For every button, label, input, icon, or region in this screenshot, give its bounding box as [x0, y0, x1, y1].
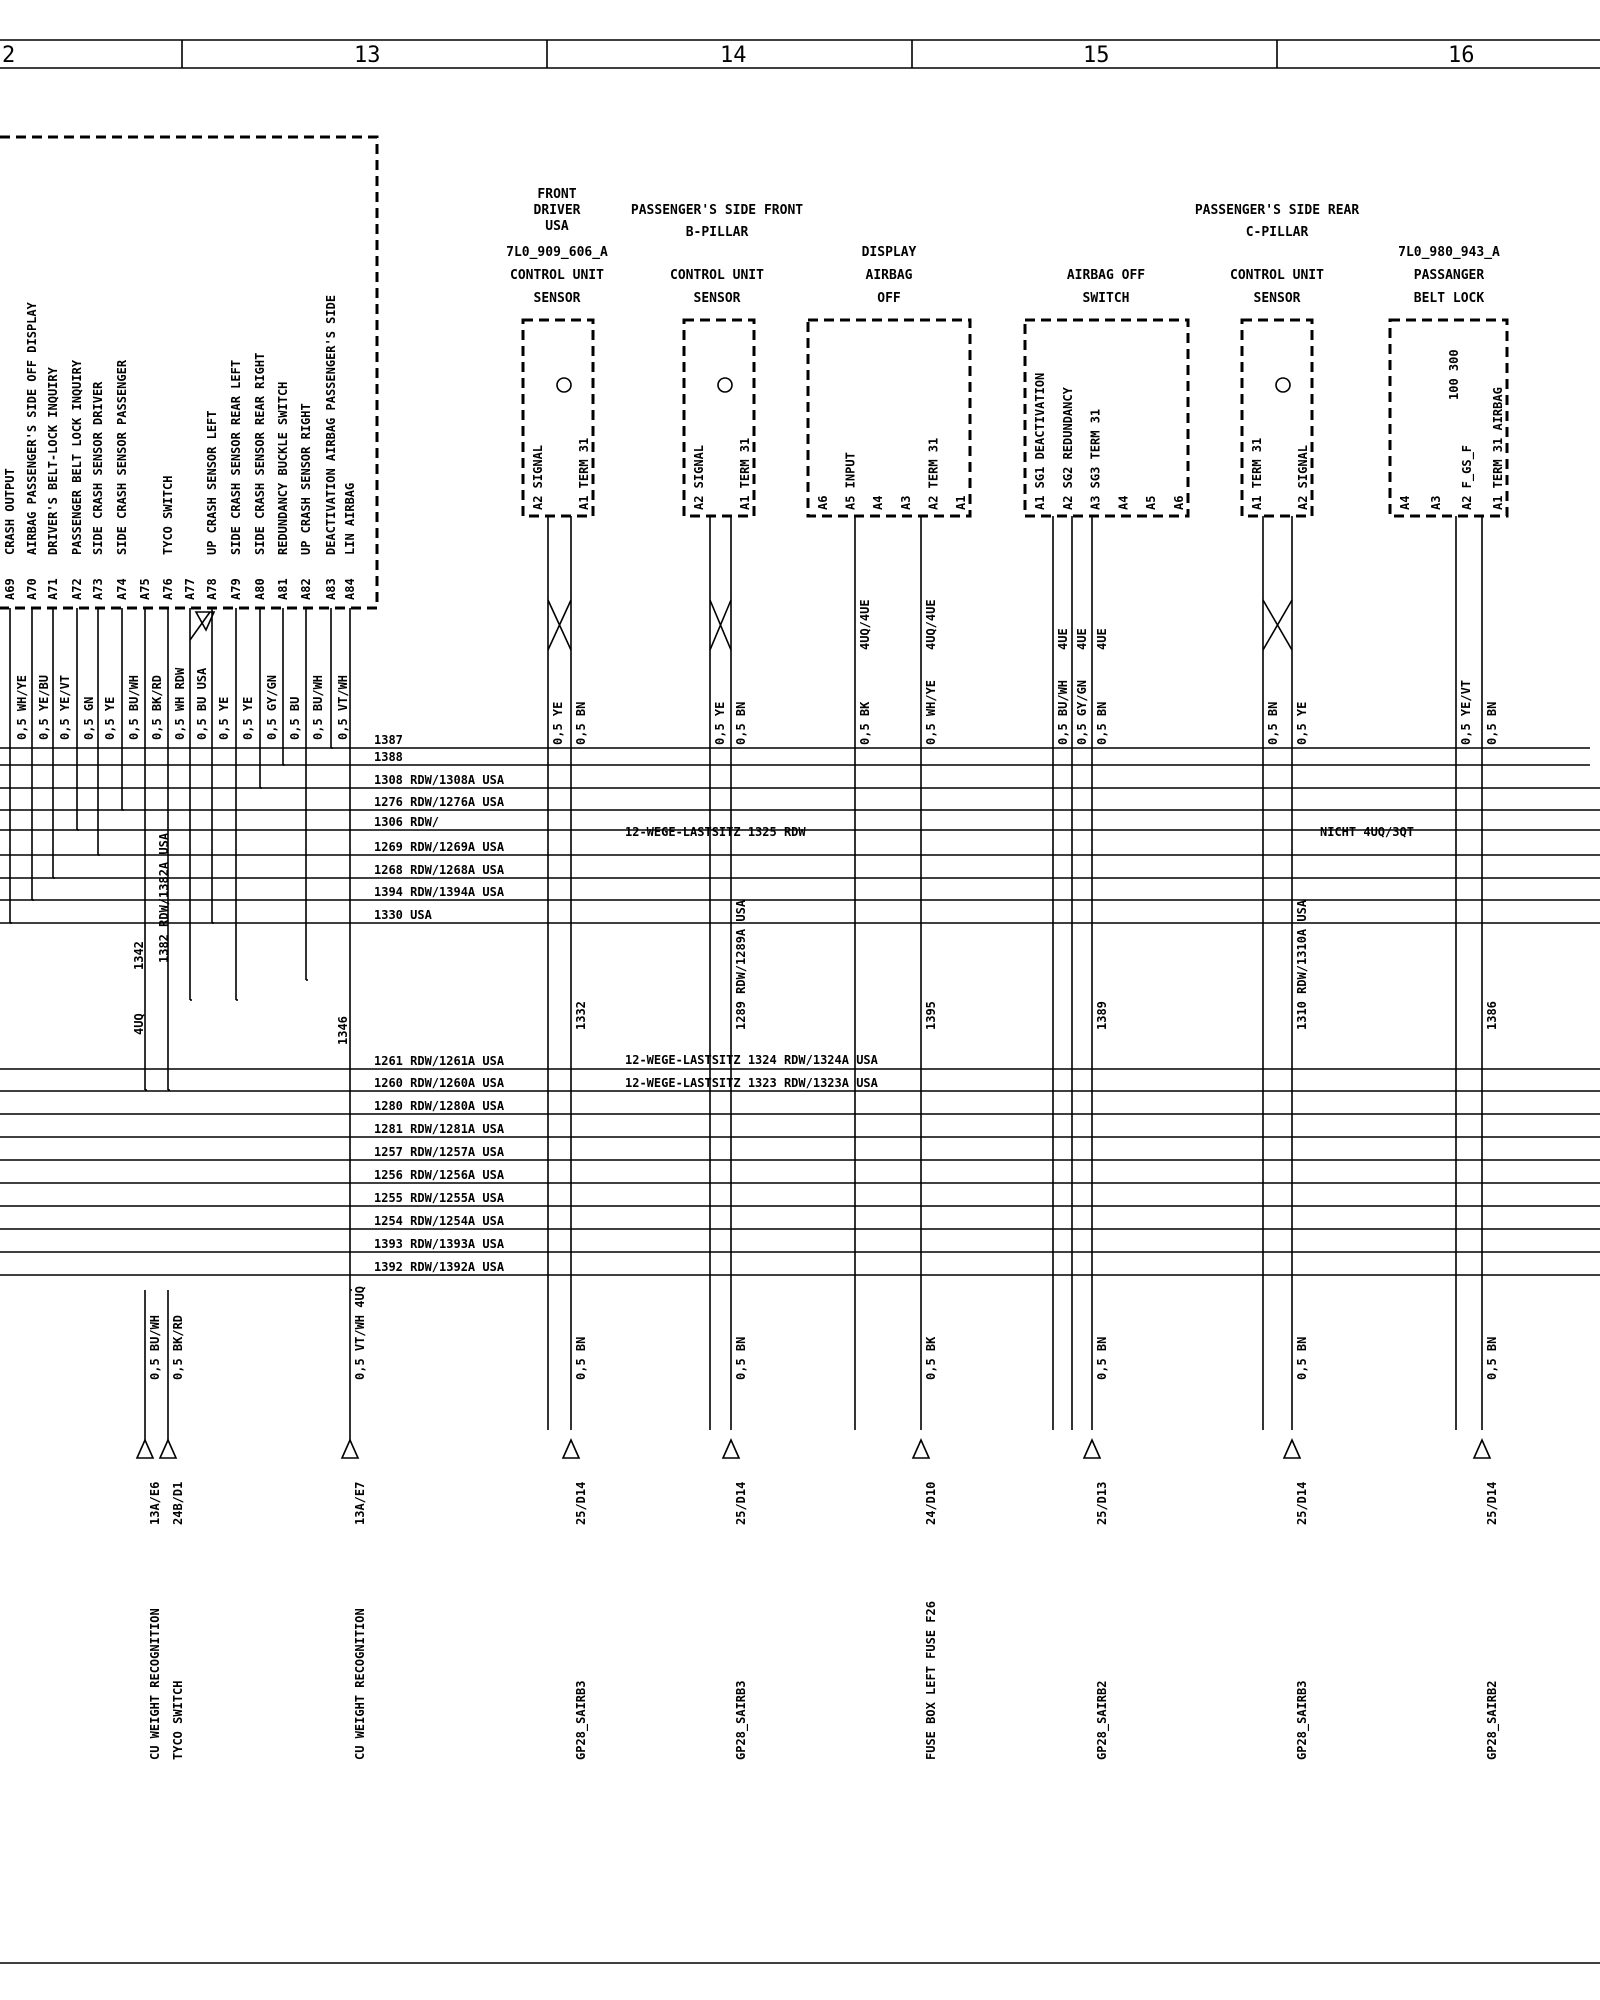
component-pin: A5 — [1144, 495, 1159, 510]
cu-pin-id: A74 — [115, 578, 129, 600]
bus-label: 1330 USA — [374, 908, 432, 922]
wire-label: 0,5 YE — [1295, 701, 1309, 745]
ground-arrow-icon — [1284, 1440, 1300, 1458]
wire-1346: 1346 — [336, 1016, 350, 1045]
cu-pin-label: DEACTIVATION AIRBAG PASSENGER'S SIDE — [324, 294, 338, 555]
component-pin: A3 — [1429, 495, 1443, 510]
wire-label: 0,5 BN — [1266, 701, 1280, 745]
wire-number: 1289 RDW/1289A USA — [734, 899, 748, 1030]
component-pin: A2 SIGNAL — [1296, 444, 1310, 510]
cu-pin-label: UP CRASH SENSOR RIGHT — [299, 403, 313, 555]
ground-arrow-icon — [1084, 1440, 1100, 1458]
component-title: DRIVER — [533, 203, 581, 218]
cu-pin-label: PASSENGER BELT LOCK INQUIRY — [70, 359, 84, 555]
ground-destination: FUSE BOX LEFT FUSE F26 — [924, 1601, 938, 1760]
bus-label: 1269 RDW/1269A USA — [374, 840, 505, 854]
ground-destination: GP28_SAIRB3 — [1295, 1680, 1309, 1760]
cu-pin-id: A81 — [276, 578, 290, 600]
component-title: PASSENGER'S SIDE FRONT — [630, 203, 804, 218]
column-number: 2 — [2, 43, 16, 68]
bus-label: 1261 RDW/1261A USA — [374, 1054, 505, 1068]
cu-wire-label: 0,5 YE — [103, 696, 117, 740]
terminal-destination: CU WEIGHT RECOGNITION — [353, 1608, 367, 1760]
component-pin: A2 F_GS_F — [1460, 444, 1474, 510]
ground-wire-label: 0,5 BN — [1095, 1336, 1109, 1380]
component-inner: 100 300 — [1447, 349, 1461, 400]
component-pin: A5 INPUT — [843, 452, 858, 510]
sensor-icon — [1276, 378, 1290, 392]
component-title: SWITCH — [1082, 291, 1130, 306]
cu-pin-id: A80 — [253, 578, 267, 600]
cu-wire-label: 0,5 VT/WH — [336, 674, 350, 740]
wire-number: 1332 — [574, 1001, 588, 1030]
wire-tag: 4UQ/4UE — [858, 599, 872, 650]
component-2 — [631, 203, 803, 1760]
ground-destination: GP28_SAIRB3 — [574, 1680, 588, 1760]
left-terminal — [137, 1290, 162, 1760]
cu-wire-label: 0,5 YE — [241, 696, 255, 740]
cu-pin-id: A76 — [161, 578, 175, 600]
component-title: B-PILLAR — [685, 225, 749, 240]
ground-wire-label: 0,5 BK — [924, 1336, 938, 1380]
component-pin: A2 SIGNAL — [692, 444, 706, 510]
component-title: SENSOR — [1253, 291, 1301, 306]
wire-tag: 4UE — [1075, 628, 1089, 650]
bus-label: 1260 RDW/1260A USA — [374, 1076, 505, 1090]
ground-destination: GP28_SAIRB2 — [1485, 1680, 1499, 1760]
wire-4uq: 4UQ — [132, 1013, 146, 1035]
component-pin: A1 TERM 31 — [577, 437, 591, 510]
wire-label: 0,5 YE — [713, 701, 727, 745]
cu-pin-id: A71 — [46, 578, 60, 600]
wire-label: 0,5 BU/WH — [1056, 679, 1070, 745]
component-pin: A4 — [1116, 495, 1131, 510]
wire-label: 0,5 YE — [551, 701, 565, 745]
component-pin: A3 SG3 TERM 31 — [1088, 408, 1103, 510]
ground-ref: 24/D10 — [924, 1481, 938, 1525]
component-title: USA — [545, 219, 569, 234]
wire-number: 1310 RDW/1310A USA — [1295, 899, 1309, 1030]
component-pin: A4 — [1398, 495, 1412, 510]
cu-wire-label: 0,5 GY/GN — [265, 674, 279, 740]
component-box — [808, 320, 970, 516]
bus-label: 1268 RDW/1268A USA — [374, 863, 505, 877]
bus-label: 1256 RDW/1256A USA — [374, 1168, 505, 1182]
component-pin: A6 — [1172, 495, 1186, 510]
wire-label: 0,5 BN — [1095, 701, 1109, 745]
annotation-1324: 12-WEGE-LASTSITZ 1324 RDW/1324A USA — [625, 1053, 878, 1067]
wire-tag: 4UQ/4UE — [924, 599, 938, 650]
component-title: 7L0_909_606_A — [506, 245, 608, 260]
cu-wire-label: 0,5 BK/RD — [150, 674, 164, 740]
ground-arrow-icon — [342, 1440, 358, 1458]
ground-arrow-icon — [563, 1440, 579, 1458]
component-pin: A2 SG2 REDUNDANCY — [1060, 387, 1075, 510]
annotations — [132, 825, 1414, 1090]
wire-number: 1386 — [1485, 1001, 1499, 1030]
ground-ref: 25/D13 — [1095, 1481, 1109, 1525]
wire-label: 0,5 BN — [734, 701, 748, 745]
sensor-icon — [718, 378, 732, 392]
terminal-destination: TYCO SWITCH — [171, 1680, 185, 1760]
cu-pin-label: UP CRASH SENSOR LEFT — [205, 410, 219, 555]
cu-pin-label: LIN AIRBAG — [343, 482, 357, 555]
ground-ref: 25/D14 — [574, 1481, 588, 1525]
cu-wire-label: 0,5 WH RDW — [173, 667, 187, 740]
cu-wire-label: 0,5 YE/VT — [58, 674, 72, 740]
component-pin: A1 — [954, 495, 968, 510]
column-header — [0, 40, 1600, 68]
ground-destination: GP28_SAIRB2 — [1095, 1680, 1109, 1760]
ground-wire-label: 0,5 BN — [734, 1336, 748, 1380]
ground-arrow-icon — [723, 1440, 739, 1458]
ground-wire-label: 0,5 BN — [1485, 1336, 1499, 1380]
cu-pin-id: A82 — [299, 578, 313, 600]
bus-label: 1387 — [374, 733, 403, 747]
cu-pin-id: A73 — [91, 578, 105, 600]
component-title: CONTROL UNIT — [670, 268, 764, 283]
component-title: AIRBAG OFF — [1066, 268, 1146, 283]
component-5 — [1195, 203, 1360, 1760]
sensor-icon — [557, 378, 571, 392]
terminal-destination: CU WEIGHT RECOGNITION — [148, 1608, 162, 1760]
component-pin: A1 TERM 31 — [1250, 437, 1264, 510]
cu-wire-label: 0,5 BU/WH — [311, 674, 325, 740]
bus-label: 1388 — [374, 750, 403, 764]
component-title: PASSENGER'S SIDE REAR — [1194, 203, 1360, 218]
column-number: 14 — [720, 43, 747, 68]
component-4 — [1025, 268, 1188, 1760]
component-pin: A6 — [816, 495, 830, 510]
bus-label: 1306 RDW/ — [374, 815, 440, 829]
cu-pin-id: A77 — [183, 578, 197, 600]
cu-pin-label: REDUNDANCY BUCKLE SWITCH — [276, 381, 290, 555]
cu-wire-label: 0,5 BU/WH — [127, 674, 141, 740]
bus-label: 1276 RDW/1276A USA — [374, 795, 505, 809]
wire-tag: 4UE — [1056, 628, 1070, 650]
cu-pin-label: CRASH OUTPUT — [3, 468, 17, 555]
ground-destination: GP28_SAIRB3 — [734, 1680, 748, 1760]
component-title: PASSANGER — [1413, 268, 1485, 283]
component-pin: A2 SIGNAL — [531, 444, 545, 510]
component-pin: A1 TERM 31 — [738, 437, 752, 510]
cu-pin-id: A79 — [229, 578, 243, 600]
component-title: CONTROL UNIT — [510, 268, 604, 283]
annotation-1323: 12-WEGE-LASTSITZ 1323 RDW/1323A USA — [625, 1076, 878, 1090]
ground-arrow-icon — [1474, 1440, 1490, 1458]
component-pin: A1 TERM 31 AIRBAG — [1491, 387, 1505, 510]
bus-label: 1393 RDW/1393A USA — [374, 1237, 505, 1251]
ground-ref: 25/D14 — [1295, 1481, 1309, 1525]
ground-wire-label: 0,5 BN — [1295, 1336, 1309, 1380]
wire-number: 1395 — [924, 1001, 938, 1030]
component-3 — [808, 245, 970, 1760]
cu-pin-id: A75 — [138, 578, 152, 600]
wire-number: 1389 — [1095, 1001, 1109, 1030]
component-title: CONTROL UNIT — [1230, 268, 1324, 283]
component-title: DISPLAY — [861, 245, 917, 260]
bus-label: 1254 RDW/1254A USA — [374, 1214, 505, 1228]
component-pin: A1 SG1 DEACTIVATION — [1033, 372, 1047, 510]
left-terminal — [342, 1286, 367, 1760]
component-pin: A3 — [898, 495, 913, 510]
bus-label: 1392 RDW/1392A USA — [374, 1260, 505, 1274]
cu-pin-id: A72 — [70, 578, 84, 600]
bus-label: 1394 RDW/1394A USA — [374, 885, 505, 899]
annotation-nicht: NICHT 4UQ/3QT — [1320, 825, 1414, 839]
component-title: BELT LOCK — [1413, 291, 1485, 306]
cu-pin-label: SIDE CRASH SENSOR REAR RIGHT — [253, 352, 267, 555]
bus-label: 1255 RDW/1255A USA — [374, 1191, 505, 1205]
component-box — [1390, 320, 1507, 516]
terminal-ref: 13A/E7 — [353, 1481, 367, 1525]
cu-pin-id: A69 — [3, 578, 17, 600]
cu-pin-label: AIRBAG PASSENGER'S SIDE OFF DISPLAY — [25, 302, 39, 555]
cu-pin-label: SIDE CRASH SENSOR PASSENGER — [115, 359, 129, 555]
component-pin: A4 — [871, 495, 886, 510]
component-title: AIRBAG — [865, 268, 913, 283]
wire-label: 0,5 BN — [574, 701, 588, 745]
cu-wire-label: 0,5 BU — [288, 696, 302, 740]
component-title: OFF — [877, 291, 901, 306]
airbag-control-unit — [0, 137, 377, 1290]
cu-wire-label: 0,5 GN — [82, 696, 96, 740]
terminal-ref: 24B/D1 — [171, 1481, 185, 1525]
component-1 — [506, 187, 608, 1760]
cu-pin-id: A83 — [324, 578, 338, 600]
wire-label: 0,5 GY/GN — [1075, 679, 1089, 745]
component-title: SENSOR — [693, 291, 741, 306]
column-number: 13 — [354, 43, 381, 68]
ground-arrow-icon — [913, 1440, 929, 1458]
terminal-ref: 13A/E6 — [148, 1481, 162, 1525]
cu-pin-id: A78 — [205, 578, 219, 600]
cu-pin-label: SIDE CRASH SENSOR DRIVER — [91, 381, 105, 555]
component-pin: A2 TERM 31 — [926, 437, 941, 510]
cu-pin-id: A84 — [343, 578, 357, 600]
wire-label: 0,5 YE/VT — [1459, 679, 1473, 745]
cu-pin-label: TYCO SWITCH — [161, 475, 175, 555]
cu-pin-label: SIDE CRASH SENSOR REAR LEFT — [229, 359, 243, 555]
cu-pin-id: A70 — [25, 578, 39, 600]
cu-wire-label: 0,5 BU USA — [195, 667, 209, 740]
wire-1382: 1382 RDW/1382A USA — [157, 832, 171, 963]
bus-label: 1308 RDW/1308A USA — [374, 773, 505, 787]
ground-ref: 25/D14 — [734, 1481, 748, 1525]
ground-ref: 25/D14 — [1485, 1481, 1499, 1525]
left-terminal — [160, 1290, 185, 1760]
component-6 — [1390, 245, 1507, 1760]
wire-label: 0,5 BN — [1485, 701, 1499, 745]
column-number: 15 — [1083, 43, 1110, 68]
component-title: SENSOR — [533, 291, 581, 306]
component-title: 7L0_980_943_A — [1398, 245, 1500, 260]
cu-wire-label: 0,5 YE/BU — [37, 674, 51, 740]
wire-tag: 4UE — [1095, 628, 1109, 650]
arrow-down-icon — [160, 1440, 176, 1458]
wire-label: 0,5 BK — [858, 701, 872, 745]
component-box — [1025, 320, 1188, 516]
wire-label: 0,5 WH/YE — [924, 679, 938, 745]
component-title: FRONT — [537, 187, 577, 202]
ground-wire-label: 0,5 BN — [574, 1336, 588, 1380]
bus-label: 1280 RDW/1280A USA — [374, 1099, 505, 1113]
cu-wire-label: 0,5 WH/YE — [15, 674, 29, 740]
bus-label: 1281 RDW/1281A USA — [374, 1122, 505, 1136]
terminal-wire-label: 0,5 VT/WH 4UQ — [353, 1286, 367, 1380]
terminal-wire-label: 0,5 BK/RD — [171, 1314, 185, 1380]
cu-wire-label: 0,5 YE — [217, 696, 231, 740]
bus-label: 1257 RDW/1257A USA — [374, 1145, 505, 1159]
component-title: C-PILLAR — [1245, 225, 1309, 240]
ground-arrow-icon — [137, 1440, 153, 1458]
terminal-wire-label: 0,5 BU/WH — [148, 1314, 162, 1380]
cu-pin-label: DRIVER'S BELT-LOCK INQUIRY — [46, 367, 60, 555]
wire-1342: 1342 — [132, 941, 146, 970]
annotation-1325: 12-WEGE-LASTSITZ 1325 RDW — [625, 825, 806, 839]
column-number: 16 — [1448, 43, 1475, 68]
